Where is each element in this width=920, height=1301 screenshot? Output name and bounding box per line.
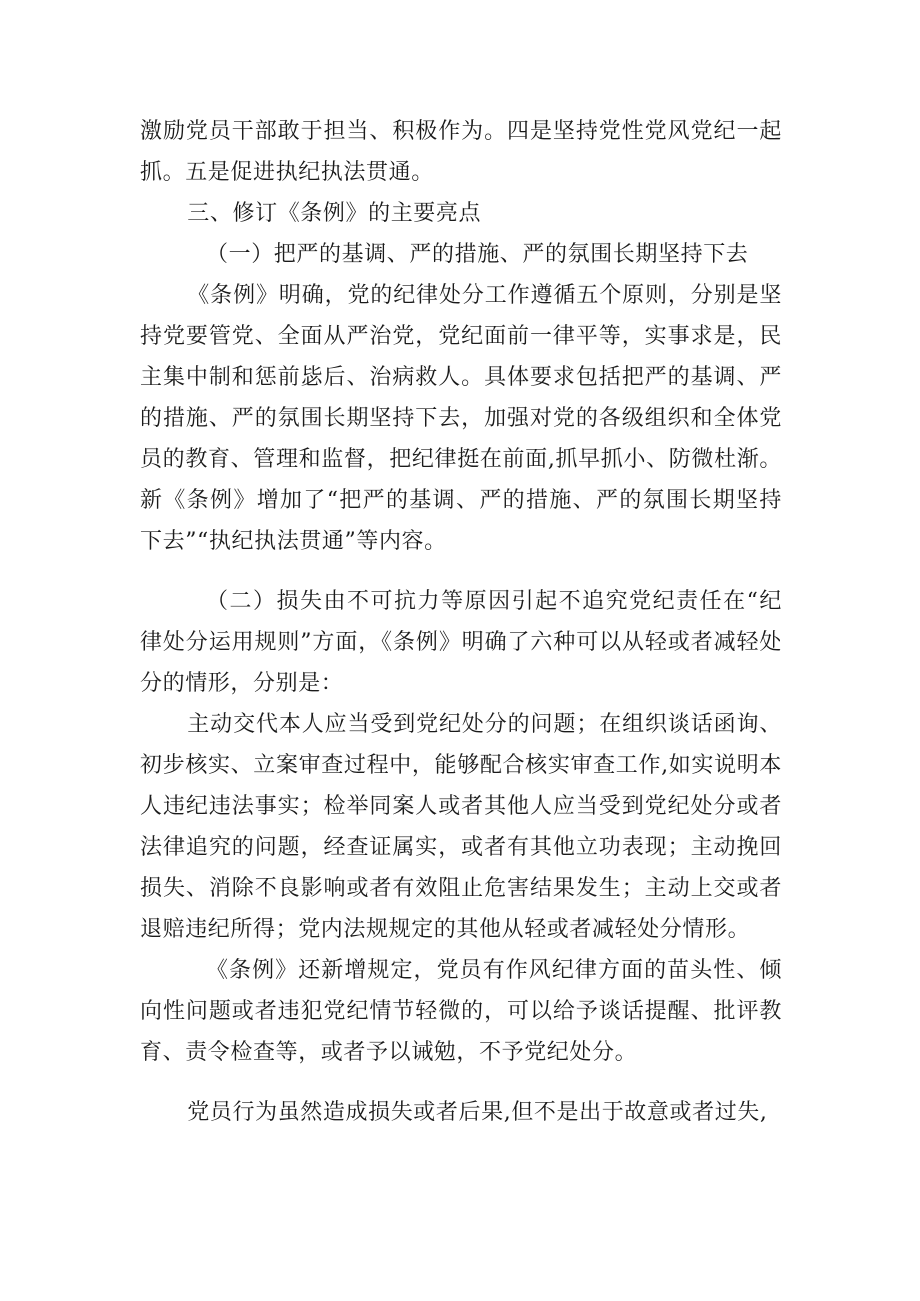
document-body: [140, 111, 782, 1133]
subsection-heading-2: （二）损失由不可抗力等原因引起不追究党纪责任在“纪律处分运用规则”方面，《条例》明确了六种可以从轻或者减轻处分的情形，分别是：: [140, 589, 782, 696]
paragraph-new-provisions: 《条例》还新增规定，党员有作风纪律方面的苗头性、倾向性问题或者违犯党纪情节轻微的，可以给予谈话提醒、批评教育、责令检查等，或者予以诫勉，不予党纪处分。: [140, 958, 782, 1065]
paragraph-principles: 《条例》明确，党的纪律处分工作遵循五个原则，分别是坚持党要管党、全面从严治党，党纪面前一律平等，实事求是，民主集中制和惩前毖后、治病救人。具体要求包括把严的基调、严的措施、严的氛围长期坚持下去，加强对党的各级组织和全体党员的教育、管理和监督，把纪律挺在前面,抓早抓小、防微杜渐。新《条例》增加了“把严的基调、严的措施、严的氛围长期坚持下去”“执纪执法贯通”等内容。: [140, 283, 782, 554]
paragraph-final-line: 党员行为虽然造成损失或者后果,但不是出于故意或者过失,: [187, 1100, 768, 1125]
subsection-heading-1: （一）把严的基调、严的措施、严的氛围长期坚持下去: [206, 242, 749, 267]
section-heading: 三、修订《条例》的主要亮点: [187, 201, 482, 226]
paragraph-continuation: 激励党员干部敢于担当、积极作为。四是坚持党性党风党纪一起抓。五是促进执纪执法贯通。: [140, 119, 782, 185]
paragraph-mitigation-cases: 主动交代本人应当受到党纪处分的问题；在组织谈话函询、初步核实、立案审查过程中，能够配合核实审查工作,如实说明本人违纪违法事实；检举同案人或者其他人应当受到党纪处分或者法律追究的问题，经查证属实，或者有其他立功表现；主动挽回损失、消除不良影响或者有效阻止危害结果发生；主动上交或者退赔违纪所得；党内法规规定的其他从轻或者减轻处分情形。: [140, 712, 782, 942]
